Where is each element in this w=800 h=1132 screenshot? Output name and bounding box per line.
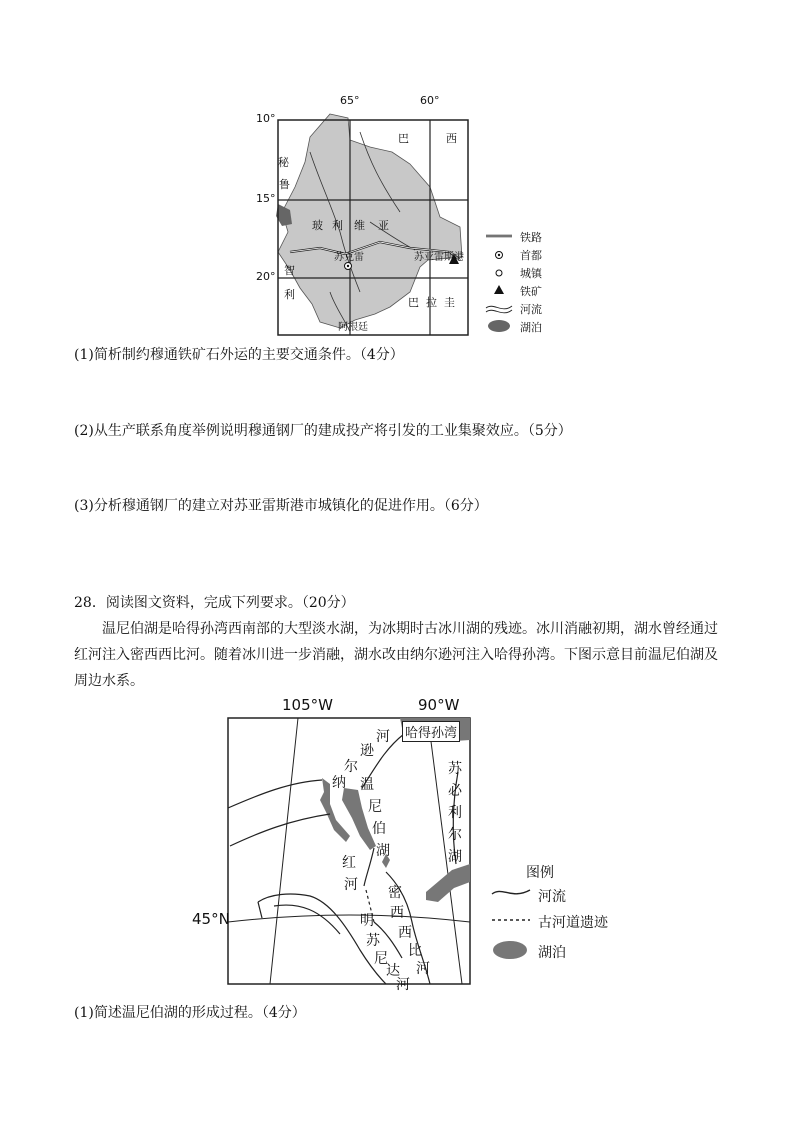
label-paraguay-1: 巴 [408, 296, 419, 309]
iron-mine-icon [494, 285, 504, 294]
label-brazil-2: 西 [446, 132, 457, 145]
legend2-old-channel: 古河道遗迹 [538, 915, 608, 931]
legend-river: 河流 [520, 303, 542, 316]
label-mississippi-5: 河 [416, 961, 430, 977]
label-mississippi-3: 西 [398, 925, 412, 941]
label-red-river-2: 河 [344, 877, 358, 893]
label-chile-1: 智 [284, 264, 295, 277]
label-superior-2: 必 [448, 783, 462, 799]
legend-railway: 铁路 [520, 231, 542, 244]
q28-para-line2: 红河注入密西西比河。随着冰川进一步消融，湖水改由纳尔逊河注入哈得孙湾。下图示意目前温尼伯湖及 [74, 647, 718, 663]
lat-label-15: 15° [256, 192, 276, 205]
label-superior-3: 利 [448, 805, 462, 821]
label-paraguay-3: 圭 [444, 296, 455, 309]
lat-label-10: 10° [256, 112, 276, 125]
label-minnesota-4: 达 [386, 963, 400, 979]
label-chile-2: 利 [284, 288, 295, 301]
label-superior-4: 尔 [448, 827, 462, 843]
label-winnipeg-3: 伯 [372, 821, 386, 837]
map1-legend-symbols [484, 228, 514, 338]
label-argentina: 阿根廷 [338, 322, 368, 333]
label-nelson-1: 河 [376, 729, 390, 745]
q27-sub1: (1)简析制约穆通铁矿石外运的主要交通条件。（4分） [74, 347, 404, 363]
legend2-title: 图例 [526, 865, 554, 881]
q28-paragraph [74, 616, 734, 694]
lake-icon [493, 941, 527, 959]
label-suarez: 苏亚雷斯港 [414, 252, 464, 263]
label-minnesota-3: 尼 [374, 951, 388, 967]
label-superior-5: 湖 [448, 849, 462, 865]
label-mississippi-2: 西 [390, 905, 404, 921]
label-bolivia-2: 利 [332, 219, 343, 232]
label-nelson-2: 逊 [360, 743, 374, 759]
q27-sub2: (2)从生产联系角度举例说明穆通钢厂的建成投产将引发的工业集聚效应。（5分） [74, 423, 572, 439]
label-minnesota-1: 明 [360, 913, 374, 929]
q28-para-line1: 温尼伯湖是哈得孙湾西南部的大型淡水湖，为冰期时古冰川湖的残迹。冰川消融初期，湖水曾经通过 [102, 621, 718, 637]
label-minnesota-2: 苏 [366, 933, 380, 949]
q28-sub1: (1)简述温尼伯湖的形成过程。（4分） [74, 1005, 306, 1021]
q28-title: 28．阅读图文资料，完成下列要求。（20分） [74, 595, 355, 611]
q28-para-line3: 周边水系。 [74, 673, 144, 689]
label-red-river-1: 红 [342, 855, 356, 871]
lon-label-90w: 90°W [418, 696, 460, 714]
label-bolivia-4: 亚 [378, 219, 389, 232]
lon-label-60: 60° [420, 94, 440, 107]
q27-sub3: (3)分析穆通钢厂的建立对苏亚雷斯港市城镇化的促进作用。（6分） [74, 498, 488, 514]
label-sucre: 苏克雷 [334, 252, 364, 263]
label-mississippi-4: 比 [408, 943, 422, 959]
label-hudson-bay: 哈得孙湾 [402, 721, 460, 742]
map-winnipeg [190, 696, 480, 992]
label-superior-1: 苏 [448, 761, 462, 777]
legend-iron-mine: 铁矿 [520, 285, 542, 298]
lon-label-105w: 105°W [282, 696, 333, 714]
label-winnipeg-4: 湖 [376, 843, 390, 859]
label-mississippi-1: 密 [388, 885, 402, 901]
legend2-river: 河流 [538, 889, 566, 905]
label-bolivia-3: 维 [354, 219, 365, 232]
legend-lake: 湖泊 [520, 321, 542, 334]
label-nelson-4: 纳 [332, 775, 346, 791]
town-icon [496, 270, 502, 276]
label-peru-2: 鲁 [279, 178, 290, 191]
legend-town: 城镇 [520, 267, 542, 280]
label-nelson-3: 尔 [344, 759, 358, 775]
map2-legend-symbols [490, 882, 534, 964]
river-icon [492, 890, 530, 894]
lat-label-45n: 45°N [192, 910, 230, 928]
legend2-lake: 湖泊 [538, 945, 566, 961]
label-peru-1: 秘 [278, 156, 289, 169]
lon-label-65: 65° [340, 94, 360, 107]
label-winnipeg-1: 温 [360, 777, 374, 793]
label-winnipeg-2: 尼 [368, 799, 382, 815]
label-brazil-1: 巴 [398, 132, 409, 145]
label-minnesota-5: 河 [396, 977, 410, 993]
lake-icon [488, 320, 510, 332]
river-icon [486, 306, 512, 309]
legend-capital: 首都 [520, 249, 542, 262]
label-paraguay-2: 拉 [426, 296, 437, 309]
label-bolivia-1: 玻 [312, 219, 323, 232]
lat-label-20: 20° [256, 270, 276, 283]
